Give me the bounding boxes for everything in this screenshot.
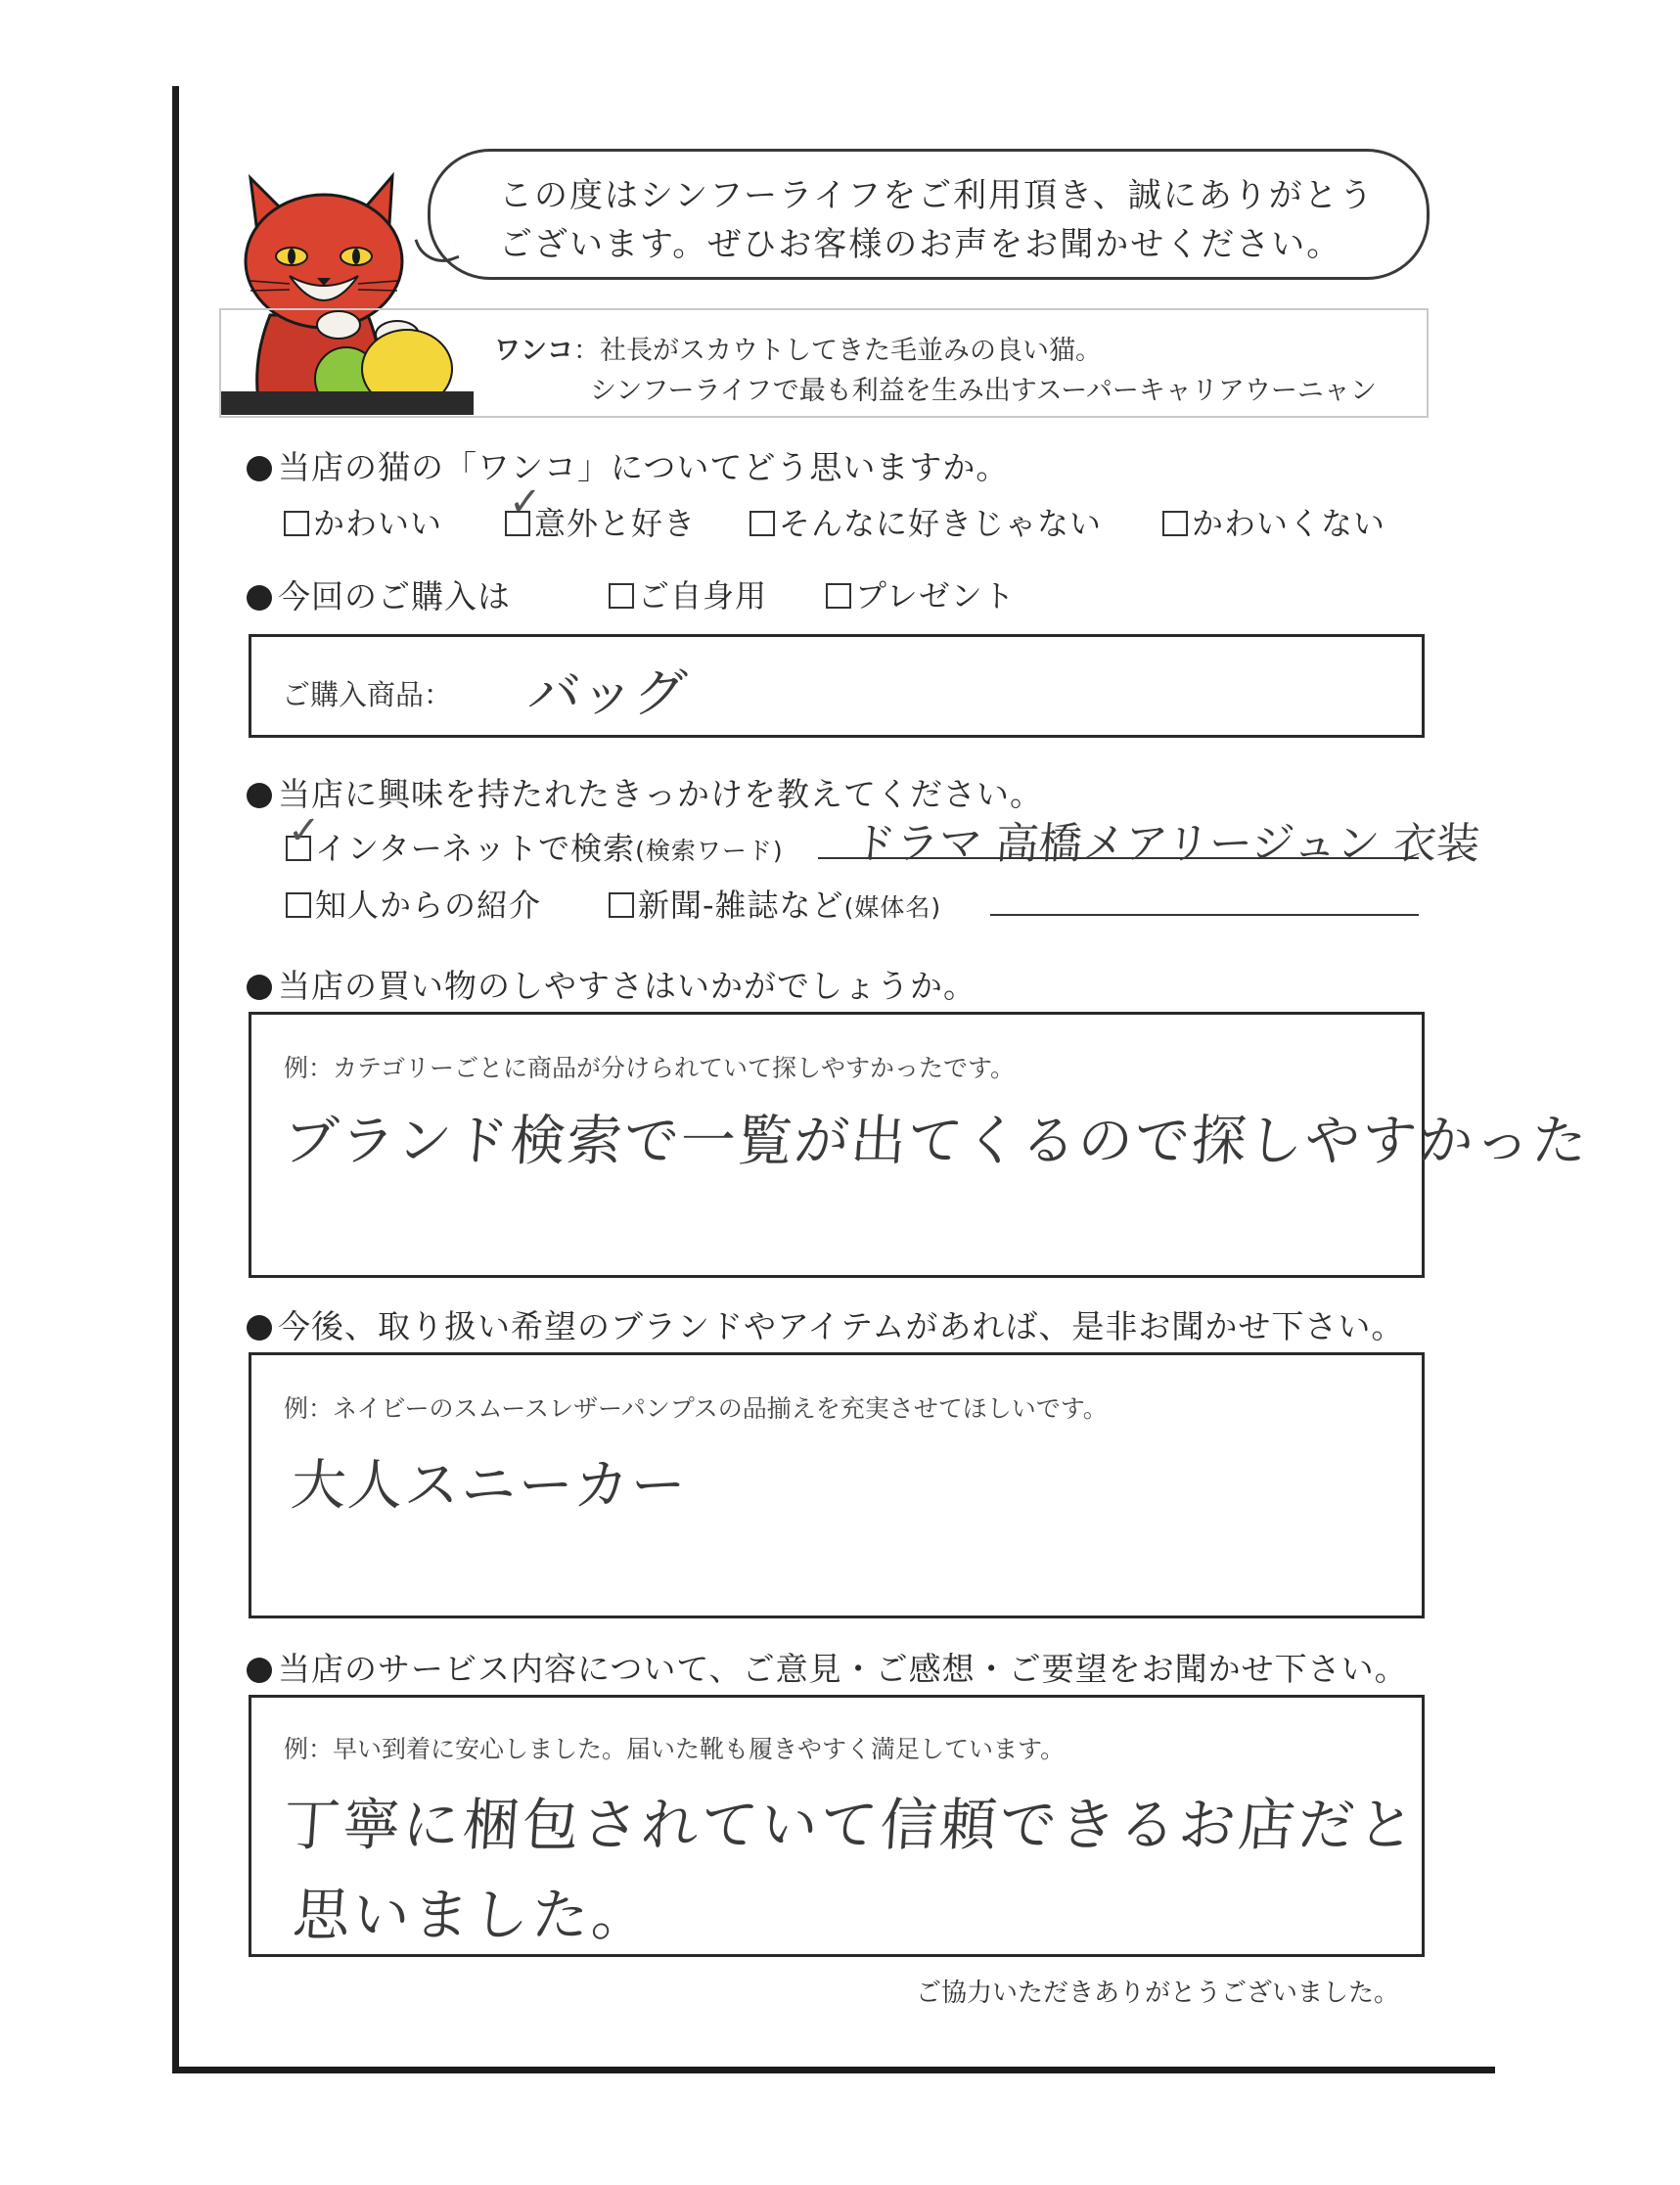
option-label: プレゼント xyxy=(855,577,1016,615)
option-label: かわいい xyxy=(313,505,443,542)
checkbox-icon[interactable] xyxy=(1162,511,1188,536)
checkmark-icon: ✓ xyxy=(288,808,321,853)
option-internet-search[interactable] xyxy=(286,824,784,869)
bullet-icon xyxy=(247,783,272,808)
option-self-use[interactable] xyxy=(609,571,767,616)
requested-brands-answer[interactable]: 大人スニーカー xyxy=(289,1454,690,1518)
checkbox-icon[interactable] xyxy=(609,892,634,918)
option-newspaper-magazine[interactable] xyxy=(609,881,941,926)
question-purchase-purpose-label: 今回のご購入は xyxy=(278,577,511,615)
thank-you-note: ご協力いただきありがとうございました。 xyxy=(916,1979,1400,2008)
option-label: 新聞-雑誌など xyxy=(638,887,844,924)
bullet-icon xyxy=(247,456,272,481)
mascot-intro-line-1 xyxy=(494,329,1102,367)
question-service-feedback xyxy=(247,1644,1408,1690)
search-word-label: (検索ワード) xyxy=(635,837,784,865)
media-name-label: (媒体名) xyxy=(843,893,942,922)
question-cat-opinion-label: 当店の猫の「ワンコ」についてどう思いますか。 xyxy=(278,448,1010,486)
ease-of-shopping-answer[interactable]: ブランド検索で一覧が出てくるので探しやすかった xyxy=(281,1110,1591,1173)
question-service-feedback-label: 当店のサービス内容について、ご意見・ご感想・ご要望をお聞かせ下さい。 xyxy=(278,1650,1408,1688)
checkbox-icon[interactable] xyxy=(286,892,311,918)
option-label: 意外と好き xyxy=(534,505,697,542)
checkbox-icon[interactable] xyxy=(284,511,309,536)
service-feedback-example: 例：早い到着に安心しました。届いた靴も履きやすく満足しています。 xyxy=(284,1735,1066,1763)
greeting-line-2: ございます。ぜひお客様のお声をお聞かせください。 xyxy=(499,225,1342,264)
requested-brands-example: 例：ネイビーのスムースレザーパンプスの品揃えを充実させてほしいです。 xyxy=(284,1394,1108,1423)
checkbox-icon[interactable] xyxy=(609,583,634,609)
service-feedback-answer-line-1[interactable]: 丁寧に梱包されていて信頼できるお店だと xyxy=(281,1792,1421,1858)
option-label: インターネットで検索 xyxy=(315,830,636,867)
product-label: ご購入商品： xyxy=(282,678,453,711)
mascot-intro-text-1: ：社長がスカウトしてきた毛並みの良い猫。 xyxy=(573,336,1102,366)
media-name-underline xyxy=(990,914,1419,916)
mascot-name: ワンコ xyxy=(494,336,573,366)
service-feedback-answer-line-2[interactable]: 思いました。 xyxy=(291,1882,655,1948)
option-label: ご自身用 xyxy=(638,577,768,615)
bullet-icon xyxy=(247,1658,272,1683)
question-ease-of-shopping-label: 当店の買い物のしやすさはいかがでしょうか。 xyxy=(278,967,976,1005)
question-cat-opinion xyxy=(247,442,1009,488)
option-label: そんなに好きじゃない xyxy=(779,505,1103,542)
option-present[interactable] xyxy=(826,571,1016,616)
search-word-answer[interactable]: ドラマ 高橋メアリージュン 衣装 xyxy=(850,819,1481,869)
question-requested-brands-label: 今後、取り扱い希望のブランドやアイテムがあれば、是非お聞かせ下さい。 xyxy=(278,1307,1405,1345)
question-purchase-purpose xyxy=(247,571,511,617)
bullet-icon xyxy=(247,1315,272,1341)
option-kawaii[interactable] xyxy=(284,499,442,544)
mascot-intro-line-2: シンフーライフで最も利益を生み出すスーパーキャリアウーニャン xyxy=(590,376,1377,406)
checkbox-icon[interactable] xyxy=(826,583,851,609)
question-requested-brands xyxy=(247,1301,1404,1347)
bullet-icon xyxy=(247,585,272,611)
question-how-found-label: 当店に興味を持たれたきっかけを教えてください。 xyxy=(278,775,1043,813)
ease-of-shopping-example: 例：カテゴリーごとに商品が分けられていて探しやすかったです。 xyxy=(284,1054,1016,1082)
option-friend-referral[interactable] xyxy=(286,881,541,926)
option-label: 知人からの紹介 xyxy=(315,887,542,924)
option-label: かわいくない xyxy=(1192,505,1386,542)
question-ease-of-shopping xyxy=(247,961,976,1007)
product-answer[interactable]: バッグ xyxy=(525,662,689,724)
checkbox-icon[interactable] xyxy=(749,511,775,536)
checkmark-icon: ✓ xyxy=(509,479,542,524)
bullet-icon xyxy=(247,975,272,1000)
option-kawaikunai[interactable] xyxy=(1162,499,1385,544)
greeting-line-1: この度はシンフーライフをご利用頂き、誠にありがとう xyxy=(499,176,1375,215)
option-sonnani-suki-janai[interactable] xyxy=(749,499,1102,544)
